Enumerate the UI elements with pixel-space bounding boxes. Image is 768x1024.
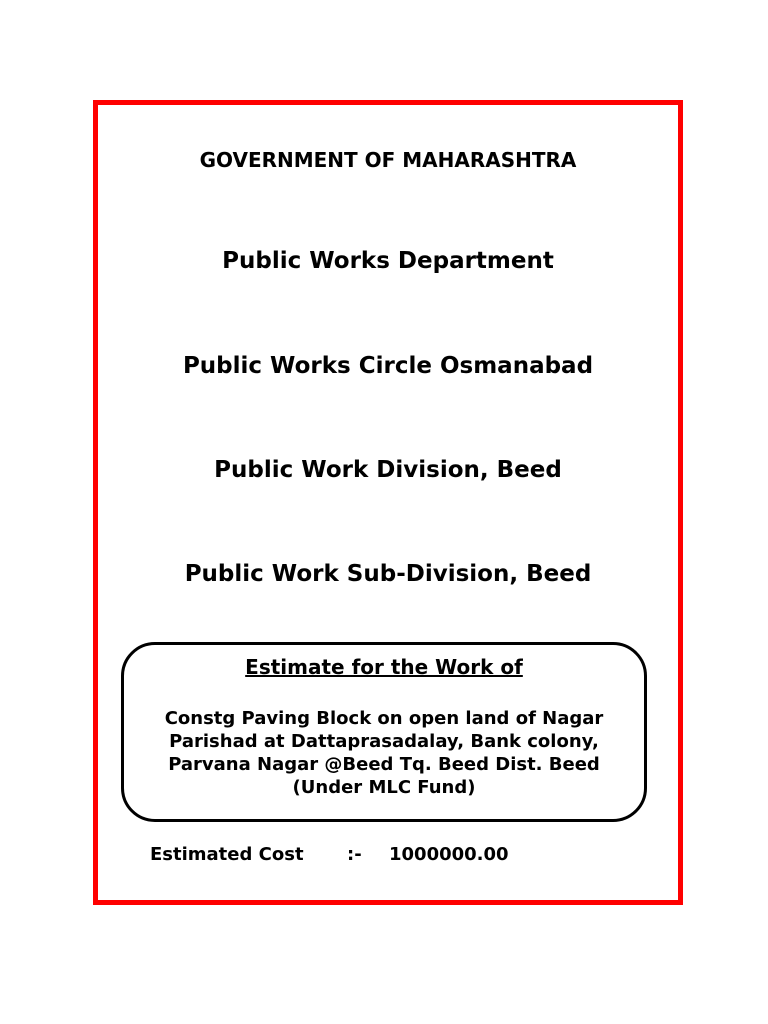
division-title: Public Work Division, Beed	[214, 457, 562, 483]
estimate-box	[121, 642, 647, 822]
document-frame	[93, 100, 683, 905]
estimate-heading: Estimate for the Work of	[245, 655, 523, 679]
circle-title: Public Works Circle Osmanabad	[182, 353, 594, 379]
government-title: GOVERNMENT OF MAHARASHTRA	[199, 148, 577, 172]
estimated-cost-separator: :-	[347, 844, 362, 865]
work-description: Constg Paving Block on open land of Nagar Parishad at Dattaprasadalay, Bank colony, Parvana Nagar @Beed Tq. Beed Dist. Beed (Under MLC Fund)	[164, 708, 604, 798]
estimated-cost-value: 1000000.00	[389, 844, 509, 865]
sub-division-title: Public Work Sub-Division, Beed	[184, 561, 592, 587]
department-title: Public Works Department	[222, 248, 554, 274]
estimated-cost-line	[150, 844, 509, 865]
estimated-cost-label: Estimated Cost	[150, 844, 304, 865]
